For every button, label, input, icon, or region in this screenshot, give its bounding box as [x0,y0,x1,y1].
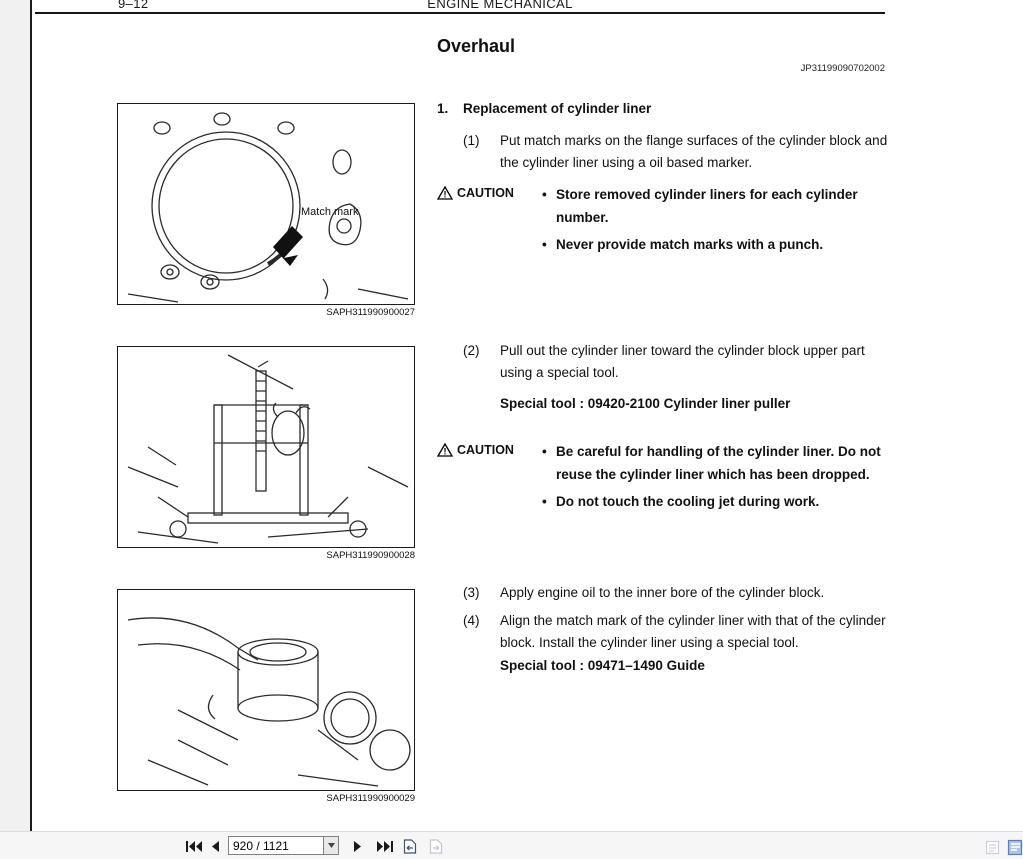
caution-bullet-list [540,184,885,257]
last-page-icon [377,841,393,852]
next-page-icon [353,841,362,852]
text-viewer-icon [1007,839,1023,856]
document-outline-icon-button[interactable] [982,838,1003,857]
caution-bullet-list [540,441,885,514]
svg-text:!: ! [443,189,447,200]
next-page-button[interactable] [350,839,365,854]
previous-view-icon [403,839,417,854]
figure-2-image [118,347,415,548]
figure-1-image [118,104,415,305]
procedure-heading [437,98,887,120]
reference-code: JP31199090702002 [800,63,885,74]
page-number-input[interactable] [228,836,323,855]
step-4-text: Align the match mark of the cylinder liner with that of the cylinder block. Install the cylinder liner using a special tool. [500,613,886,650]
previous-view-button[interactable] [400,837,420,856]
step-3-text: Apply engine oil to the inner bore of the cylinder block. [500,585,825,600]
figure-2-box [117,346,415,548]
step-2-number: (2) [463,343,480,358]
warning-triangle-icon [437,443,453,457]
step-1-text: Put match marks on the flange surfaces of the cylinder block and the cylinder liner using a oil based marker. [500,133,888,170]
step-2-text: Pull out the cylinder liner toward the cylinder block upper part using a special tool. [500,343,865,380]
caution-label [437,186,514,200]
caution-bullet: • Store removed cylinder liners for each cylinder number. [540,184,885,229]
page-number-label: 9–12 [118,0,149,11]
caution-block-1 [437,184,889,254]
step-1-number: (1) [463,133,480,148]
figure-2-caption: SAPH311990900028 [326,550,415,561]
viewer-left-margin [0,0,30,831]
figure-3-box [117,589,415,791]
page-title: Overhaul [437,36,516,56]
previous-page-button[interactable] [208,839,223,854]
special-tool-line-1: Special tool : 09420-2100 Cylinder liner puller [500,396,791,411]
header-rule [35,12,885,14]
step-1 [463,130,888,174]
last-page-button[interactable] [374,839,396,854]
figure-3-caption: SAPH311990900029 [326,793,415,804]
step-3 [463,582,888,604]
first-page-button[interactable] [183,839,205,854]
previous-page-icon [211,841,220,852]
step-4-number: (4) [463,613,480,628]
next-view-icon [429,839,443,854]
caution-bullet: • Never provide match marks with a punch. [540,234,885,257]
figure-1-annotation: Match mark [301,206,359,218]
step-2 [463,340,888,384]
caution-label-text: CAUTION [457,443,514,457]
caution-block-2 [437,441,889,541]
combobox-dropdown-button[interactable] [323,836,339,855]
svg-text:!: ! [443,446,447,457]
caution-bullet: • Be careful for handling of the cylinder liner. Do not reuse the cylinder liner which has been dropped. [540,441,885,486]
special-tool-line-2: Special tool : 09471–1490 Guide [500,658,705,673]
procedure-heading-text: Replacement of cylinder liner [463,101,652,116]
step-3-number: (3) [463,585,480,600]
text-viewer-icon-button[interactable] [1004,837,1023,858]
caution-label-text: CAUTION [457,186,514,200]
document-outline-icon [985,840,1000,855]
section-header: ENGINE MECHANICAL [427,0,573,11]
step-4 [463,610,888,654]
figure-3-image [118,590,415,791]
caution-bullet: • Do not touch the cooling jet during work. [540,491,885,514]
first-page-icon [186,841,202,852]
bottom-toolbar [0,831,1023,859]
caret-down-icon [328,843,335,848]
warning-triangle-icon [437,186,453,200]
figure-1-box [117,103,415,305]
page-number-combobox[interactable] [228,836,339,855]
caution-label [437,443,514,457]
figure-1-caption: SAPH311990900027 [326,307,415,318]
procedure-heading-number: 1. [437,101,449,116]
next-view-button[interactable] [426,837,446,856]
